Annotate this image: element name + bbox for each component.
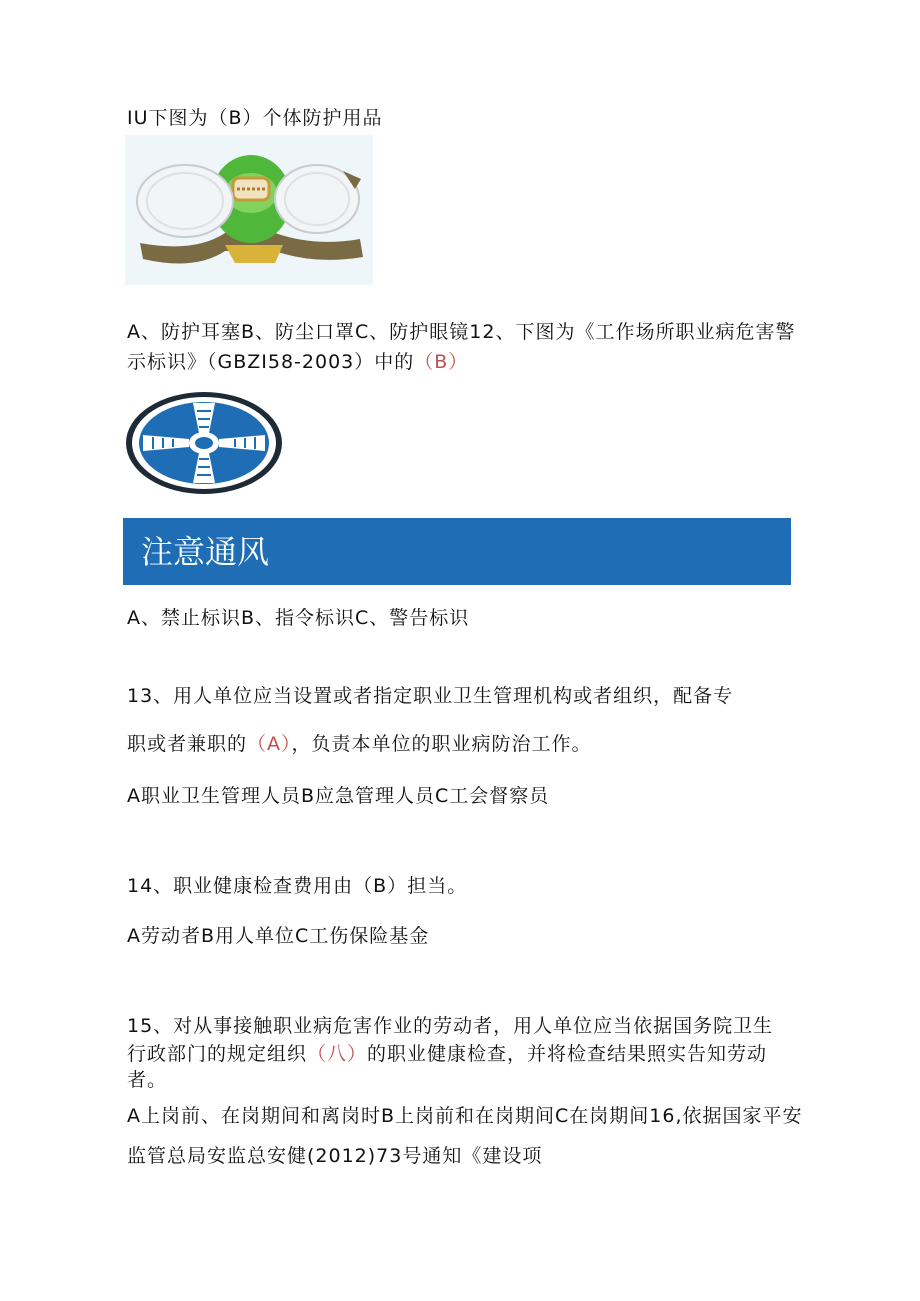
q13-line2 xyxy=(127,732,592,756)
ventilation-sign xyxy=(123,389,285,497)
q12-question-text: 示标识》（GBZI58-2003）中的 xyxy=(127,351,415,373)
q15-line2-after: 的职业健康检查，并将检查结果照实告知劳动 xyxy=(367,1043,768,1065)
q15-line2-before: 行政部门的规定组织 xyxy=(127,1043,308,1065)
fan-icon xyxy=(123,389,285,497)
q11-options: A、防护耳塞B、防尘口罩C、防护眼镜12、下图为《工作场所职业病危害警 xyxy=(127,321,796,343)
dust-mask-icon xyxy=(125,135,373,285)
q14-options: A劳动者B用人单位C工伤保险基金 xyxy=(127,925,430,947)
q13-answer: （A） xyxy=(247,733,292,755)
q16-line: 监管总局安监总安健(2012)73号通知《建设项 xyxy=(127,1145,543,1167)
q13-line2-after: ，负责本单位的职业病防治工作。 xyxy=(291,733,592,755)
q11-question: IU下图为（B）个体防护用品 xyxy=(127,107,383,129)
q12-question-cont xyxy=(127,350,468,374)
q15-line3: 者。 xyxy=(127,1069,168,1091)
q15-answer: （八） xyxy=(307,1043,368,1065)
sign-banner-text: 注意通风 xyxy=(141,533,270,571)
q14-question: 14、职业健康检查费用由（B）担当。 xyxy=(127,875,468,897)
q13-line2-before: 职或者兼职的 xyxy=(127,733,248,755)
q13-options: A职业卫生管理人员B应急管理人员C工会督察员 xyxy=(127,785,550,807)
q15-options: A上岗前、在岗期间和离岗时B上岗前和在岗期间C在岗期间16,依据国家平安 xyxy=(127,1105,803,1127)
dust-mask-image xyxy=(125,135,373,285)
q15-line2 xyxy=(127,1042,767,1066)
q12-options: A、禁止标识B、指令标识C、警告标识 xyxy=(127,607,470,629)
q13-line1: 13、用人单位应当设置或者指定职业卫生管理机构或者组织，配备专 xyxy=(127,685,734,707)
sign-banner xyxy=(123,518,791,585)
q12-answer: （B） xyxy=(414,351,469,373)
q15-line1: 15、对从事接触职业病危害作业的劳动者，用人单位应当依据国务院卫生 xyxy=(127,1015,774,1037)
